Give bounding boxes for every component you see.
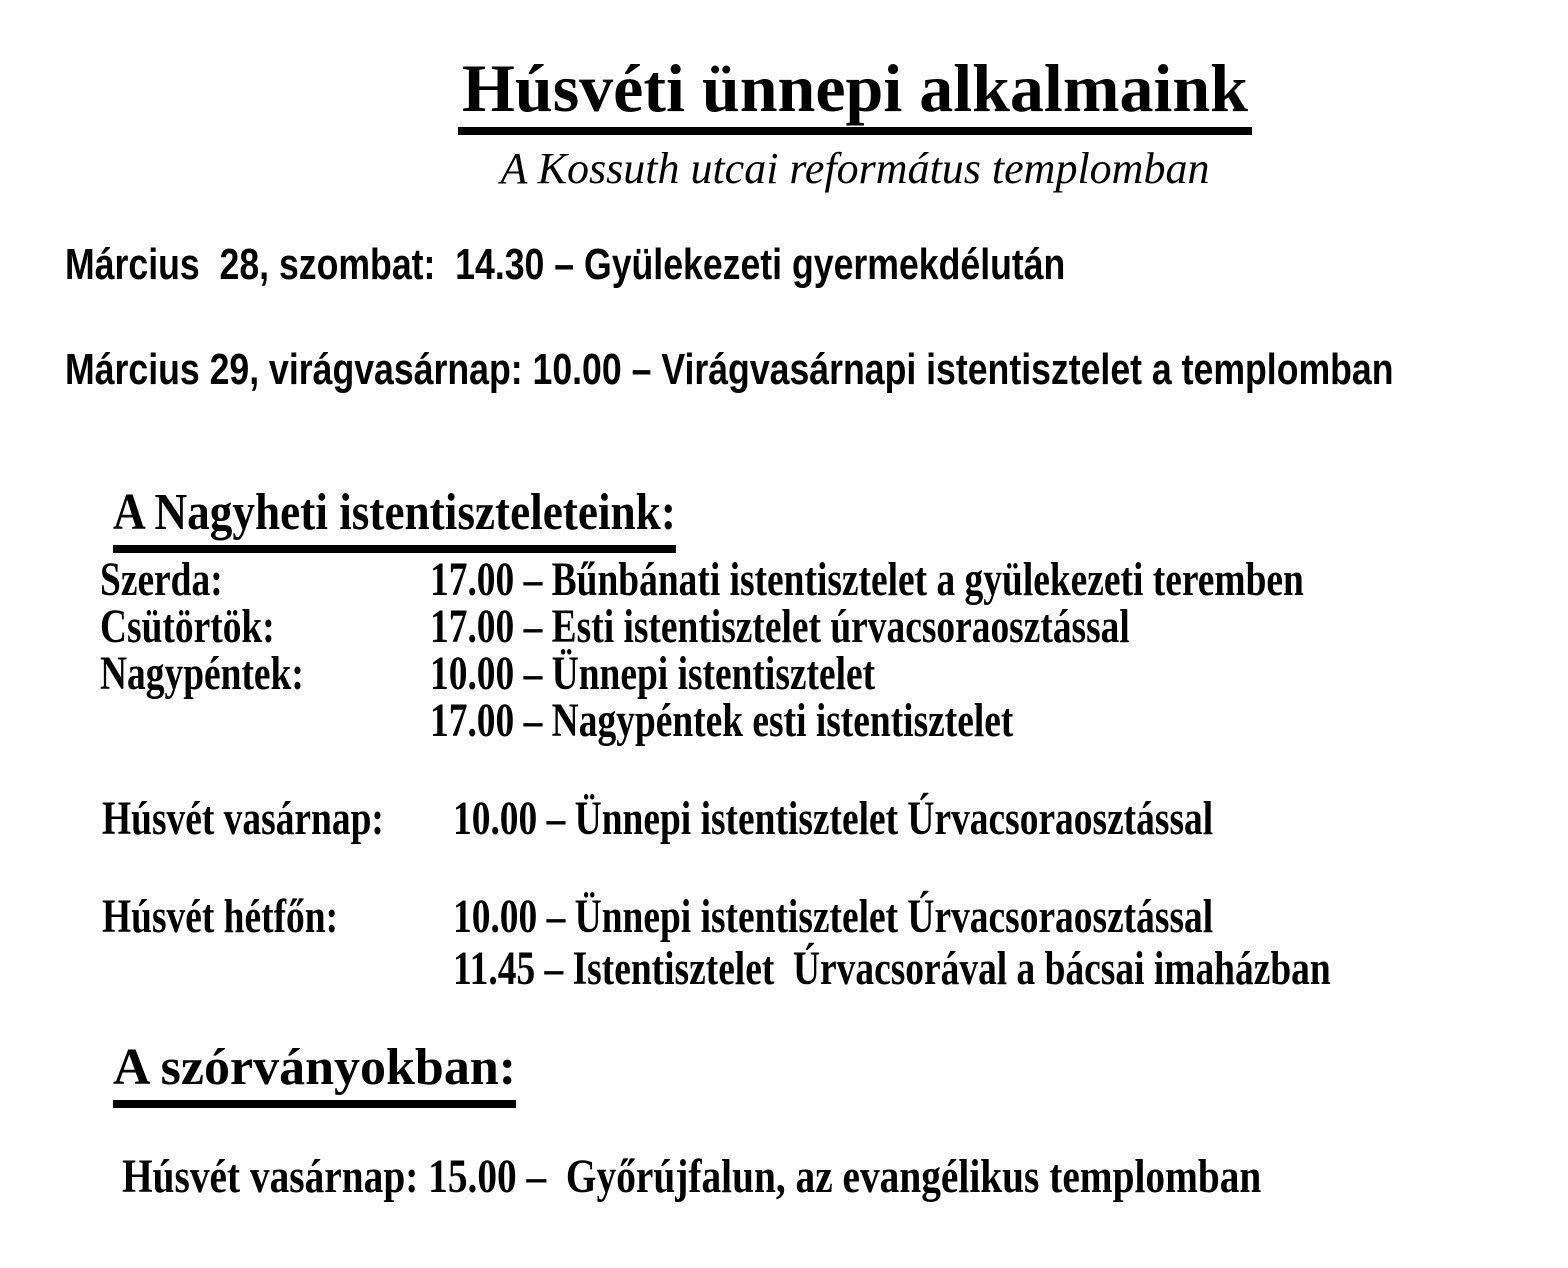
schedule-day-label bbox=[102, 890, 453, 943]
schedule-day-label-text: Húsvét vasárnap: bbox=[102, 792, 384, 845]
schedule-row-wednesday bbox=[100, 553, 1550, 606]
schedule-detail-text: 10.00 – Ünnepi istentisztelet Úrvacsoraosztással bbox=[453, 890, 1214, 943]
schedule-row-easter-monday-midday bbox=[102, 942, 1568, 997]
diaspora-schedule-line bbox=[122, 1150, 1511, 1203]
announcement-march-28-text: Március 28, szombat: 14.30 – Gyülekezeti gyermekdélután bbox=[65, 240, 1066, 289]
schedule-row-easter-monday-morning bbox=[102, 890, 1568, 945]
schedule-detail bbox=[430, 694, 1550, 747]
schedule-day-label bbox=[102, 945, 453, 993]
schedule-day-label-text: Csütörtök: bbox=[100, 600, 275, 653]
schedule-detail bbox=[430, 553, 1550, 606]
easter-sunday-schedule bbox=[102, 792, 1428, 847]
schedule-day-label-text: Nagypéntek: bbox=[100, 647, 304, 700]
page-subtitle: A Kossuth utcai református templomban bbox=[500, 144, 1210, 193]
announcement-march-29 bbox=[65, 345, 1568, 394]
schedule-detail bbox=[430, 600, 1550, 653]
schedule-row-good-friday-evening bbox=[100, 694, 1550, 747]
diaspora-heading bbox=[113, 1039, 517, 1108]
schedule-detail bbox=[453, 890, 1568, 943]
page-title bbox=[142, 50, 1568, 135]
schedule-day-label bbox=[100, 553, 430, 606]
schedule-day-label bbox=[102, 792, 453, 845]
schedule-detail-text: 10.00 – Ünnepi istentisztelet Úrvacsoraosztással bbox=[453, 792, 1214, 845]
holy-week-heading-text: A Nagyheti istentiszteleteink: bbox=[113, 487, 676, 553]
schedule-day-label-text: Szerda: bbox=[100, 553, 223, 606]
schedule-row-good-friday-morning bbox=[100, 647, 1550, 700]
diaspora-heading-text: A szórványokban: bbox=[113, 1042, 516, 1108]
diaspora-schedule-line-text: Húsvét vasárnap: 15.00 – Győrújfalun, az evangélikus templomban bbox=[122, 1150, 1262, 1203]
schedule-row-thursday bbox=[100, 600, 1550, 653]
schedule-detail bbox=[453, 942, 1568, 995]
schedule-detail-text: 10.00 – Ünnepi istentisztelet bbox=[430, 647, 876, 700]
announcement-march-29-text: Március 29, virágvasárnap: 10.00 – Virágvasárnapi istentisztelet a templomban bbox=[65, 345, 1394, 394]
schedule-day-label-text: Húsvét hétfőn: bbox=[102, 890, 339, 943]
schedule-detail-text: 17.00 – Esti istentisztelet úrvacsoraosztással bbox=[430, 600, 1130, 653]
schedule-detail bbox=[453, 792, 1428, 845]
document-header bbox=[0, 50, 1568, 193]
schedule-row-easter-sunday bbox=[102, 792, 1428, 847]
announcement-march-28 bbox=[65, 240, 1300, 289]
schedule-day-label bbox=[100, 697, 430, 745]
holy-week-schedule bbox=[100, 553, 1550, 747]
schedule-day-label bbox=[100, 647, 430, 700]
easter-monday-schedule bbox=[102, 890, 1568, 997]
schedule-detail bbox=[430, 647, 1550, 700]
schedule-detail-text: 17.00 – Bűnbánati istentisztelet a gyülekezeti teremben bbox=[430, 553, 1304, 606]
page-title-text: Húsvéti ünnepi alkalmaink bbox=[458, 54, 1252, 135]
schedule-detail-text: 11.45 – Istentisztelet Úrvacsorával a bácsai imaházban bbox=[453, 942, 1331, 995]
schedule-detail-text: 17.00 – Nagypéntek esti istentisztelet bbox=[430, 694, 1014, 747]
schedule-day-label bbox=[100, 600, 430, 653]
holy-week-heading bbox=[113, 484, 760, 553]
